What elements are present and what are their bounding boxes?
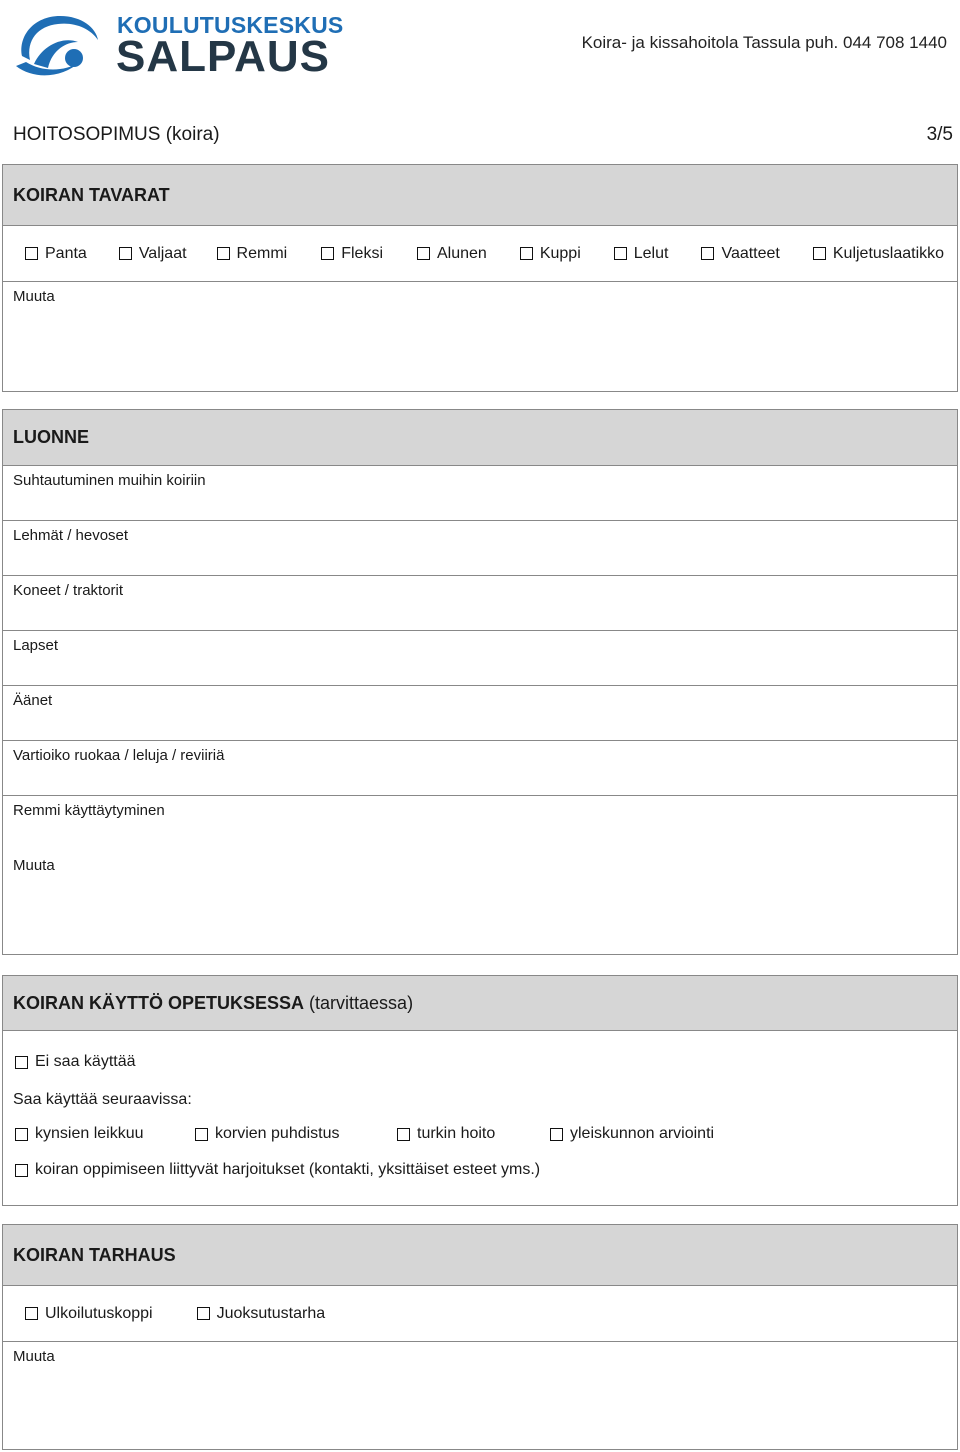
checkbox-box[interactable] [25, 247, 38, 260]
checkbox-box[interactable] [614, 247, 627, 260]
other-field[interactable] [3, 1342, 957, 1449]
other-label: Muuta [13, 288, 55, 305]
checkbox-item[interactable] [25, 245, 87, 263]
document-title: HOITOSOPIMUS (koira) [13, 124, 220, 145]
salpaus-emblem-icon [12, 10, 104, 80]
checkbox-box[interactable] [813, 247, 826, 260]
checkbox-item[interactable] [520, 245, 581, 263]
checkbox-option[interactable] [550, 1125, 714, 1143]
checkbox-label: Lelut [633, 244, 669, 262]
other-field[interactable] [3, 851, 957, 954]
other-label: Muuta [13, 857, 55, 874]
checkbox-label: Ulkoilutuskoppi [45, 1304, 153, 1322]
checkbox-label: Kuppi [539, 244, 581, 262]
logo-line1: KOULUTUSKESKUS [117, 12, 344, 38]
checkbox-box[interactable] [15, 1128, 28, 1141]
items-checkbox-row [3, 226, 957, 282]
checkbox-box[interactable] [520, 247, 533, 260]
checkbox-label: Panta [45, 244, 87, 262]
checkbox-option[interactable] [397, 1125, 495, 1143]
checkbox-label: Vaatteet [721, 244, 780, 262]
kaytto-body [3, 1031, 957, 1203]
may-use-label: Saa käyttää seuraavissa: [13, 1091, 192, 1108]
trait-label: Äänet [13, 692, 53, 709]
checkbox-label: korvien puhdistus [215, 1125, 340, 1142]
checkbox-label: Kuljetuslaatikko [832, 244, 945, 262]
tarhaus-checkbox-line [13, 1286, 957, 1341]
trait-label: Suhtautuminen muihin koiriin [13, 472, 206, 489]
section-tavarat [2, 164, 958, 392]
section-heading-text: KOIRAN KÄYTTÖ OPETUKSESSA [13, 992, 305, 1013]
trait-field[interactable] [3, 741, 957, 796]
checkbox-label: Ei saa käyttää [35, 1053, 136, 1070]
checkbox-box[interactable] [119, 247, 132, 260]
trait-field[interactable] [3, 686, 957, 741]
checkbox-box[interactable] [197, 1307, 210, 1320]
trait-label: Koneet / traktorit [13, 582, 124, 599]
checkbox-box[interactable] [15, 1164, 28, 1177]
tarhaus-checkbox-row [3, 1286, 957, 1342]
checkbox-label: Alunen [437, 244, 487, 262]
section-luonne [2, 409, 958, 955]
checkbox-training[interactable] [15, 1161, 540, 1179]
checkbox-box[interactable] [25, 1307, 38, 1320]
checkbox-option[interactable] [195, 1125, 340, 1143]
checkbox-label: yleiskunnon arviointi [570, 1125, 715, 1142]
checkbox-item[interactable] [701, 245, 779, 263]
checkbox-item[interactable] [417, 245, 487, 263]
checkbox-box[interactable] [15, 1056, 28, 1069]
checkbox-box[interactable] [701, 247, 714, 260]
trait-label: Remmi käyttäytyminen [13, 802, 165, 819]
section-heading [3, 976, 957, 1031]
trait-label: Lehmät / hevoset [13, 527, 129, 544]
checkbox-box[interactable] [195, 1128, 208, 1141]
page-number: 3/5 [926, 124, 953, 145]
section-tarhaus [2, 1224, 958, 1450]
logo-line2: SALPAUS [116, 32, 330, 81]
section-heading-note: (tarvittaessa) [309, 992, 414, 1013]
other-field[interactable] [3, 282, 957, 391]
checkbox-item[interactable] [217, 245, 288, 263]
checkbox-label: Valjaat [138, 244, 187, 262]
checkbox-option[interactable] [15, 1125, 144, 1143]
checkbox-item[interactable] [813, 245, 944, 263]
checkbox-item[interactable] [197, 1305, 326, 1323]
checkbox-label: koiran oppimiseen liittyvät harjoitukset (kontakti, yksittäiset esteet yms.) [35, 1161, 541, 1178]
trait-field[interactable] [3, 521, 957, 576]
checkbox-box[interactable] [321, 247, 334, 260]
checkbox-box[interactable] [550, 1128, 563, 1141]
trait-field[interactable] [3, 796, 957, 851]
checkbox-box[interactable] [417, 247, 430, 260]
header-contact: Koira- ja kissahoitola Tassula puh. 044 708 1440 [581, 33, 947, 52]
trait-field[interactable] [3, 576, 957, 631]
checkbox-box[interactable] [397, 1128, 410, 1141]
checkbox-box[interactable] [217, 247, 230, 260]
section-heading: LUONNE [3, 410, 957, 466]
checkbox-no-use[interactable] [15, 1053, 136, 1071]
checkbox-item[interactable] [119, 245, 187, 263]
trait-label: Vartioiko ruokaa / leluja / reviiriä [13, 747, 225, 764]
checkbox-item[interactable] [321, 245, 383, 263]
trait-field[interactable] [3, 466, 957, 521]
section-heading: KOIRAN TAVARAT [3, 165, 957, 226]
items-checkbox-line [13, 226, 957, 281]
section-kaytto [2, 975, 958, 1206]
checkbox-label: Remmi [236, 244, 288, 262]
checkbox-item[interactable] [614, 245, 669, 263]
section-heading: KOIRAN TARHAUS [3, 1225, 957, 1286]
checkbox-item[interactable] [25, 1305, 153, 1323]
other-label: Muuta [13, 1348, 55, 1365]
checkbox-label: Juoksutustarha [216, 1304, 326, 1322]
checkbox-label: kynsien leikkuu [35, 1125, 144, 1142]
checkbox-label: Fleksi [341, 244, 383, 262]
trait-label: Lapset [13, 637, 59, 654]
trait-field[interactable] [3, 631, 957, 686]
salpaus-logo [12, 8, 344, 81]
checkbox-label: turkin hoito [417, 1125, 496, 1142]
